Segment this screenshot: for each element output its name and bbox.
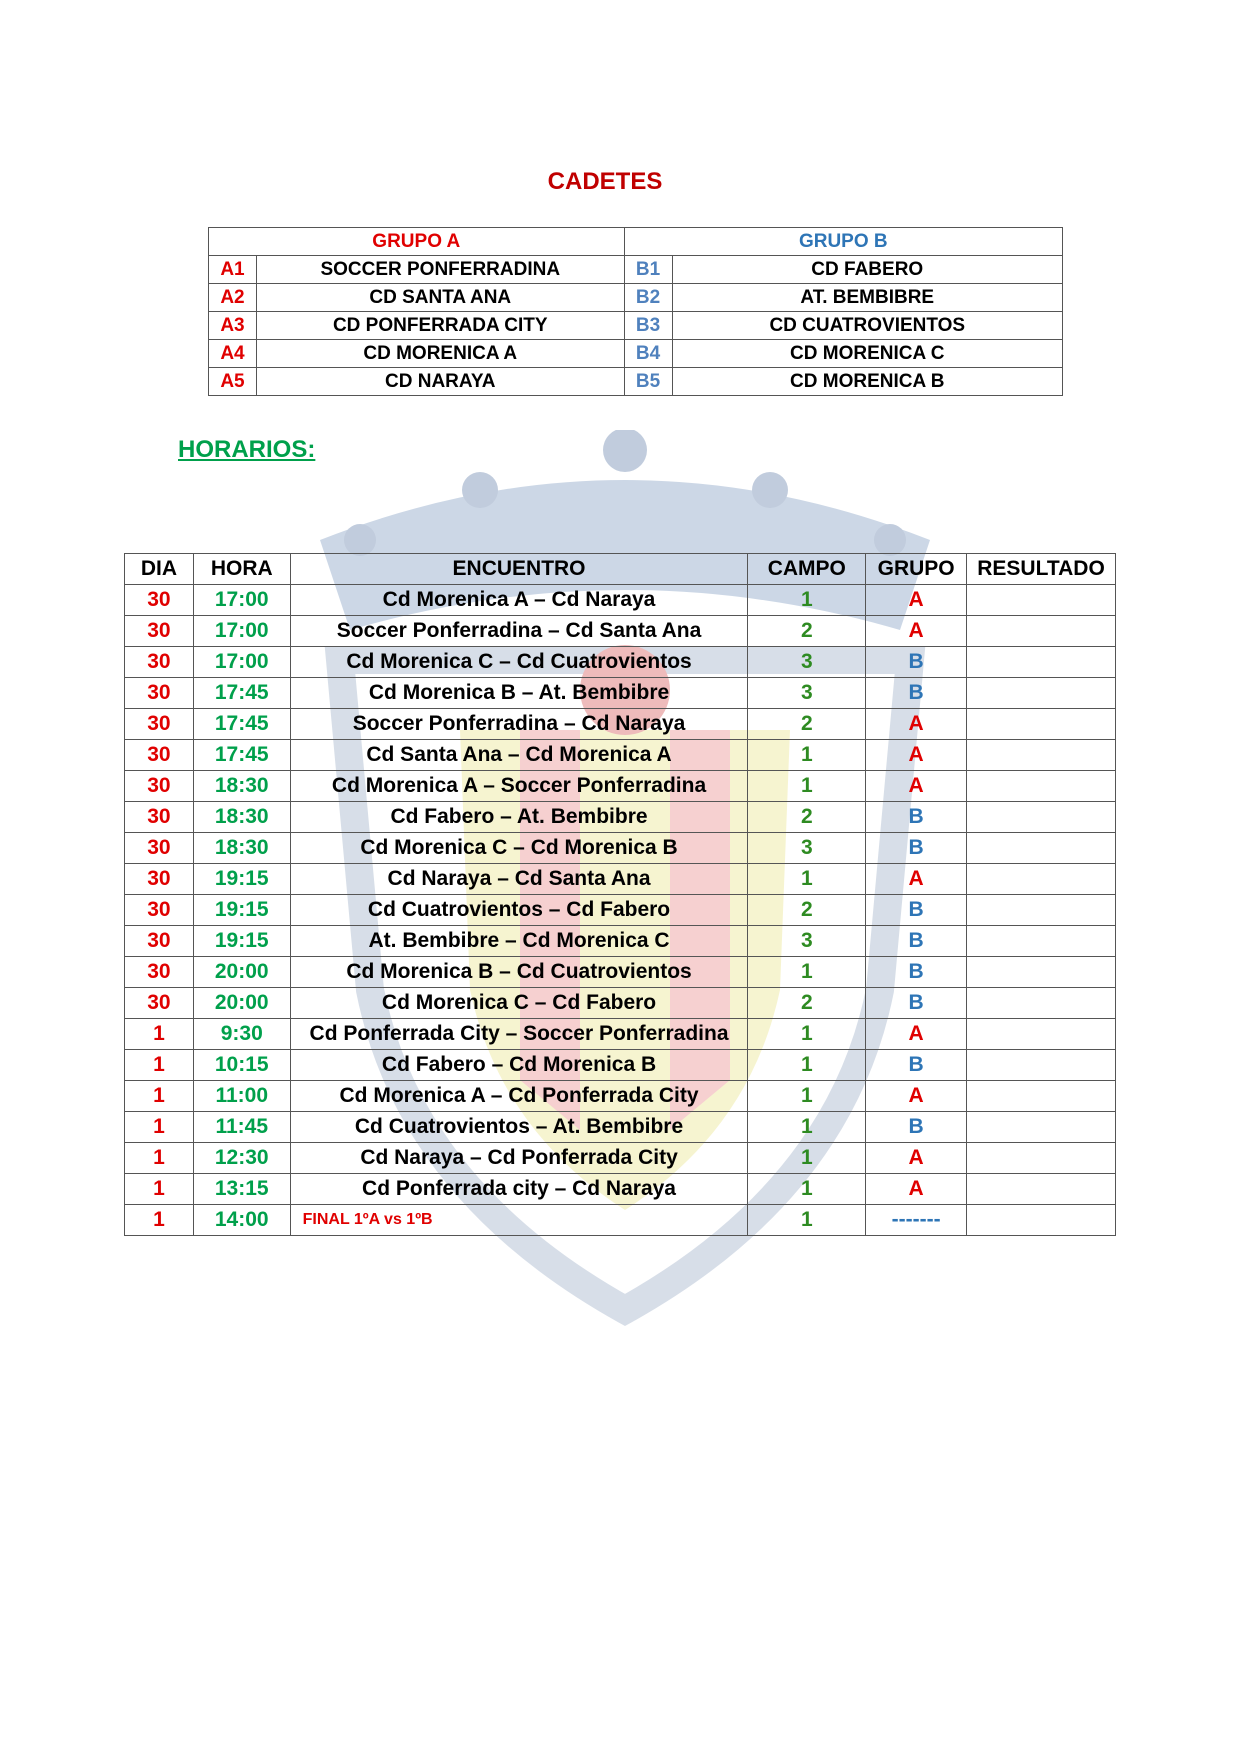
cell-campo: 1 (748, 585, 866, 616)
schedule-row (125, 1174, 1116, 1205)
group-b-code: B3 (624, 312, 672, 340)
cell-hora: 20:00 (193, 957, 290, 988)
schedule-row (125, 585, 1116, 616)
groups-table (208, 227, 1063, 396)
cell-campo: 1 (748, 1174, 866, 1205)
cell-hora: 14:00 (193, 1205, 290, 1236)
cell-dia: 30 (125, 585, 194, 616)
cell-dia: 30 (125, 988, 194, 1019)
group-a-team: CD NARAYA (256, 368, 624, 396)
cell-encuentro: Cd Naraya – Cd Ponferrada City (290, 1143, 748, 1174)
cell-dia: 1 (125, 1174, 194, 1205)
group-b-team: CD MORENICA C (672, 340, 1062, 368)
cell-resultado (967, 802, 1116, 833)
cell-dia: 30 (125, 771, 194, 802)
cell-encuentro: Cd Santa Ana – Cd Morenica A (290, 740, 748, 771)
group-a-team: CD SANTA ANA (256, 284, 624, 312)
cell-campo: 2 (748, 616, 866, 647)
cell-resultado (967, 647, 1116, 678)
schedule-row (125, 1143, 1116, 1174)
group-b-code: B4 (624, 340, 672, 368)
schedule-table (124, 553, 1116, 1236)
cell-resultado (967, 926, 1116, 957)
cell-dia: 1 (125, 1081, 194, 1112)
cell-dia: 30 (125, 957, 194, 988)
cell-resultado (967, 740, 1116, 771)
group-b-code: B5 (624, 368, 672, 396)
schedule-row (125, 1019, 1116, 1050)
header-campo: CAMPO (748, 554, 866, 585)
cell-resultado (967, 1081, 1116, 1112)
group-b-team: CD MORENICA B (672, 368, 1062, 396)
header-resultado: RESULTADO (967, 554, 1116, 585)
schedule-row (125, 647, 1116, 678)
schedule-row (125, 1112, 1116, 1143)
groups-row (209, 256, 1063, 284)
cell-campo: 1 (748, 1205, 866, 1236)
cell-grupo: A (866, 1174, 967, 1205)
cell-campo: 3 (748, 926, 866, 957)
cell-campo: 1 (748, 740, 866, 771)
cell-encuentro: Cd Cuatrovientos – At. Bembibre (290, 1112, 748, 1143)
cell-hora: 18:30 (193, 771, 290, 802)
cell-dia: 30 (125, 833, 194, 864)
cell-dia: 30 (125, 926, 194, 957)
groups-row (209, 284, 1063, 312)
group-a-team: CD MORENICA A (256, 340, 624, 368)
cell-dia: 1 (125, 1143, 194, 1174)
cell-hora: 17:00 (193, 585, 290, 616)
group-a-code: A4 (209, 340, 257, 368)
header-hora: HORA (193, 554, 290, 585)
schedule-row (125, 802, 1116, 833)
group-a-code: A2 (209, 284, 257, 312)
group-b-header: GRUPO B (624, 228, 1062, 256)
groups-row (209, 340, 1063, 368)
group-b-team: CD FABERO (672, 256, 1062, 284)
cell-hora: 19:15 (193, 864, 290, 895)
cell-encuentro: At. Bembibre – Cd Morenica C (290, 926, 748, 957)
cell-resultado (967, 988, 1116, 1019)
cell-campo: 1 (748, 1143, 866, 1174)
cell-hora: 19:15 (193, 926, 290, 957)
schedule-row (125, 1081, 1116, 1112)
cell-dia: 30 (125, 678, 194, 709)
cell-campo: 1 (748, 771, 866, 802)
header-grupo: GRUPO (866, 554, 967, 585)
cell-campo: 3 (748, 647, 866, 678)
cell-hora: 13:15 (193, 1174, 290, 1205)
cell-resultado (967, 771, 1116, 802)
cell-grupo: B (866, 802, 967, 833)
cell-grupo: A (866, 740, 967, 771)
cell-encuentro: Cd Cuatrovientos – Cd Fabero (290, 895, 748, 926)
cell-hora: 19:15 (193, 895, 290, 926)
cell-encuentro: Cd Morenica B – At. Bembibre (290, 678, 748, 709)
cell-hora: 20:00 (193, 988, 290, 1019)
cell-dia: 30 (125, 802, 194, 833)
cell-encuentro: Cd Morenica B – Cd Cuatrovientos (290, 957, 748, 988)
cell-encuentro: Cd Morenica C – Cd Fabero (290, 988, 748, 1019)
group-b-code: B2 (624, 284, 672, 312)
cell-grupo: B (866, 678, 967, 709)
header-encuentro: ENCUENTRO (290, 554, 748, 585)
group-a-team: CD PONFERRADA CITY (256, 312, 624, 340)
group-a-header: GRUPO A (209, 228, 625, 256)
cell-campo: 1 (748, 1112, 866, 1143)
cell-dia: 30 (125, 647, 194, 678)
cell-campo: 2 (748, 709, 866, 740)
cell-hora: 11:00 (193, 1081, 290, 1112)
cell-grupo: A (866, 771, 967, 802)
cell-dia: 30 (125, 740, 194, 771)
cell-encuentro: Cd Morenica C – Cd Morenica B (290, 833, 748, 864)
cell-campo: 2 (748, 802, 866, 833)
cell-campo: 3 (748, 833, 866, 864)
group-a-code: A3 (209, 312, 257, 340)
schedule-row (125, 1050, 1116, 1081)
cell-grupo: B (866, 1050, 967, 1081)
schedule-row (125, 771, 1116, 802)
cell-grupo: B (866, 957, 967, 988)
cell-grupo: A (866, 616, 967, 647)
schedule-row (125, 957, 1116, 988)
schedule-row (125, 926, 1116, 957)
cell-hora: 11:45 (193, 1112, 290, 1143)
groups-row (209, 368, 1063, 396)
schedule-row (125, 895, 1116, 926)
cell-resultado (967, 1205, 1116, 1236)
schedule-row (125, 709, 1116, 740)
cell-resultado (967, 678, 1116, 709)
cell-hora: 18:30 (193, 802, 290, 833)
cell-grupo: A (866, 585, 967, 616)
cell-grupo: A (866, 709, 967, 740)
cell-hora: 9:30 (193, 1019, 290, 1050)
cell-campo: 2 (748, 895, 866, 926)
cell-grupo: A (866, 864, 967, 895)
cell-dia: 1 (125, 1050, 194, 1081)
cell-encuentro: Cd Morenica A – Soccer Ponferradina (290, 771, 748, 802)
group-a-team: SOCCER PONFERRADINA (256, 256, 624, 284)
cell-encuentro: Soccer Ponferradina – Cd Santa Ana (290, 616, 748, 647)
schedule-row (125, 1205, 1116, 1236)
cell-resultado (967, 616, 1116, 647)
cell-resultado (967, 895, 1116, 926)
cell-encuentro: Soccer Ponferradina – Cd Naraya (290, 709, 748, 740)
cell-grupo: ------- (866, 1205, 967, 1236)
groups-row (209, 312, 1063, 340)
cell-resultado (967, 864, 1116, 895)
cell-encuentro: Cd Morenica A – Cd Ponferrada City (290, 1081, 748, 1112)
cell-encuentro: Cd Naraya – Cd Santa Ana (290, 864, 748, 895)
cell-grupo: B (866, 926, 967, 957)
cell-encuentro: Cd Fabero – Cd Morenica B (290, 1050, 748, 1081)
cell-campo: 1 (748, 1081, 866, 1112)
page-title: CADETES (547, 168, 663, 195)
cell-dia: 1 (125, 1019, 194, 1050)
cell-grupo: B (866, 833, 967, 864)
header-dia: DIA (125, 554, 194, 585)
groups-header-row (209, 228, 1063, 256)
cell-grupo: A (866, 1081, 967, 1112)
cell-encuentro: Cd Ponferrada city – Cd Naraya (290, 1174, 748, 1205)
cell-hora: 12:30 (193, 1143, 290, 1174)
cell-resultado (967, 833, 1116, 864)
cell-hora: 17:00 (193, 647, 290, 678)
cell-resultado (967, 585, 1116, 616)
schedule-row (125, 678, 1116, 709)
cell-grupo: B (866, 647, 967, 678)
schedule-row (125, 616, 1116, 647)
schedule-row (125, 864, 1116, 895)
cell-dia: 30 (125, 709, 194, 740)
schedule-header-row (125, 554, 1116, 585)
cell-hora: 18:30 (193, 833, 290, 864)
cell-grupo: A (866, 1019, 967, 1050)
cell-grupo: B (866, 988, 967, 1019)
group-a-code: A1 (209, 256, 257, 284)
group-b-team: AT. BEMBIBRE (672, 284, 1062, 312)
schedule-row (125, 740, 1116, 771)
cell-campo: 1 (748, 957, 866, 988)
cell-dia: 1 (125, 1205, 194, 1236)
cell-grupo: B (866, 895, 967, 926)
cell-campo: 2 (748, 988, 866, 1019)
schedule-heading: HORARIOS: (178, 436, 316, 463)
cell-hora: 17:45 (193, 709, 290, 740)
cell-resultado (967, 1174, 1116, 1205)
cell-campo: 1 (748, 1019, 866, 1050)
cell-campo: 1 (748, 864, 866, 895)
cell-resultado (967, 1050, 1116, 1081)
group-b-code: B1 (624, 256, 672, 284)
cell-encuentro: FINAL 1ºA vs 1ºB (290, 1205, 748, 1236)
cell-encuentro: Cd Morenica A – Cd Naraya (290, 585, 748, 616)
cell-hora: 17:45 (193, 740, 290, 771)
cell-grupo: A (866, 1143, 967, 1174)
cell-hora: 10:15 (193, 1050, 290, 1081)
cell-resultado (967, 957, 1116, 988)
cell-encuentro: Cd Fabero – At. Bembibre (290, 802, 748, 833)
cell-dia: 30 (125, 895, 194, 926)
cell-dia: 30 (125, 616, 194, 647)
schedule-body (125, 585, 1116, 1236)
cell-resultado (967, 1143, 1116, 1174)
group-b-team: CD CUATROVIENTOS (672, 312, 1062, 340)
schedule-row (125, 833, 1116, 864)
cell-hora: 17:45 (193, 678, 290, 709)
group-a-code: A5 (209, 368, 257, 396)
cell-resultado (967, 709, 1116, 740)
cell-campo: 1 (748, 1050, 866, 1081)
cell-encuentro: Cd Ponferrada City – Soccer Ponferradina (290, 1019, 748, 1050)
schedule-row (125, 988, 1116, 1019)
cell-campo: 3 (748, 678, 866, 709)
cell-encuentro: Cd Morenica C – Cd Cuatrovientos (290, 647, 748, 678)
cell-hora: 17:00 (193, 616, 290, 647)
cell-resultado (967, 1112, 1116, 1143)
cell-resultado (967, 1019, 1116, 1050)
cell-grupo: B (866, 1112, 967, 1143)
cell-dia: 30 (125, 864, 194, 895)
cell-dia: 1 (125, 1112, 194, 1143)
